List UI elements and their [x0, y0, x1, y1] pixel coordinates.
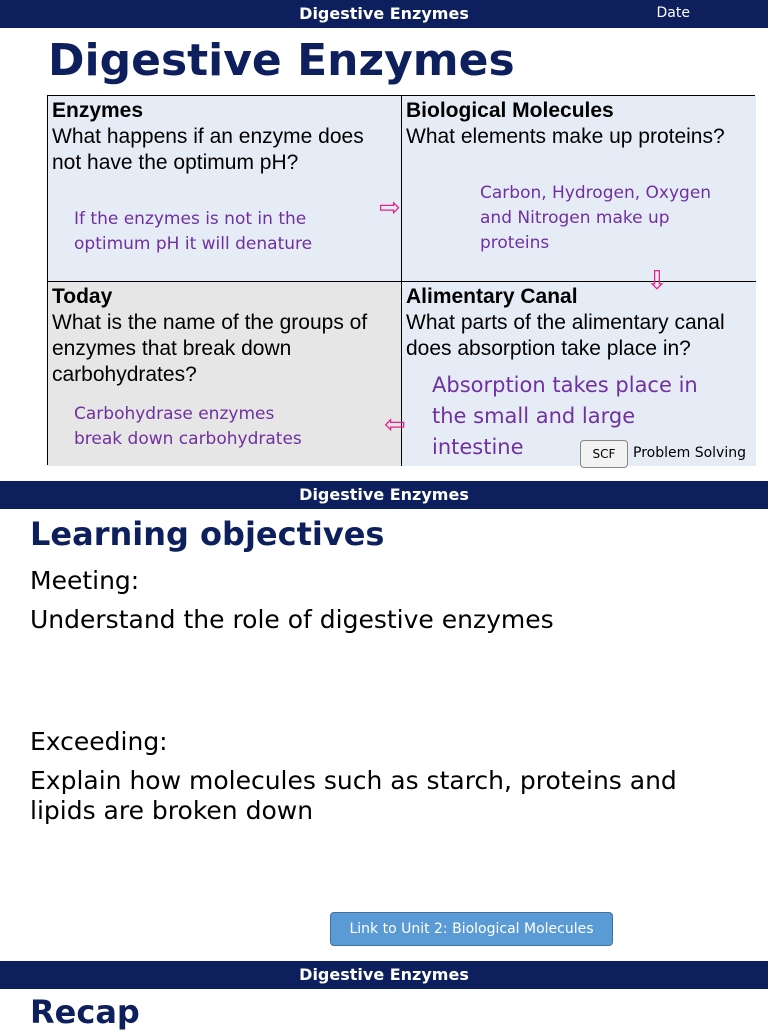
problem-solving-label: Problem Solving: [633, 445, 746, 461]
cell-heading: Biological Molecules: [406, 99, 614, 122]
cell-biological-molecules: [402, 96, 756, 282]
alimentary-answer: Absorption takes place in the small and large intestine: [432, 373, 698, 459]
cell-question: What parts of the alimentary canal does absorption take place in?: [406, 311, 725, 360]
exceeding-label: Exceeding:: [30, 727, 168, 756]
cell-answer: Carbohydrase enzymes break down carbohydrates: [74, 404, 302, 449]
slide-header-title: Digestive Enzymes: [299, 965, 469, 984]
cell-answer: Carbon, Hydrogen, Oxygen and Nitrogen make up proteins: [480, 183, 712, 253]
exceeding-text: Explain how molecules such as starch, proteins and lipids are broken down: [30, 766, 677, 825]
cell-heading: Today: [52, 285, 113, 308]
cell-today: [48, 282, 402, 466]
page-title: Learning objectives: [30, 515, 385, 553]
cell-heading: Alimentary Canal: [406, 285, 578, 308]
date-label: Date: [656, 5, 690, 21]
cell-heading: Enzymes: [52, 99, 144, 122]
cell-question: What is the name of the groups of enzymes that break down carbohydrates?: [52, 311, 368, 386]
cell-answer: If the enzymes is not in the optimum pH it will denature: [74, 209, 313, 254]
meeting-text: Understand the role of digestive enzymes: [30, 605, 554, 634]
slide-header-bar: [0, 961, 768, 989]
arrow-left-icon: ⇦: [384, 410, 406, 440]
arrow-right-icon: ⇨: [379, 193, 401, 223]
page-title: Recap: [30, 993, 140, 1031]
unit-link-button[interactable]: Link to Unit 2: Biological Molecules: [330, 912, 613, 946]
slide-header-title: Digestive Enzymes: [299, 485, 469, 504]
meeting-label: Meeting:: [30, 566, 140, 595]
cell-enzymes: [48, 96, 402, 282]
cell-question: What happens if an enzyme does not have the optimum pH?: [52, 125, 364, 174]
slide-header-bar: [0, 481, 768, 509]
slide-header-title: Digestive Enzymes: [299, 4, 469, 23]
arrow-down-icon: ⇩: [646, 266, 668, 296]
scf-button[interactable]: SCF: [580, 440, 628, 468]
page-title: Digestive Enzymes: [48, 35, 515, 86]
cell-question: What elements make up proteins?: [406, 125, 725, 148]
slide-header-bar: [0, 0, 768, 28]
